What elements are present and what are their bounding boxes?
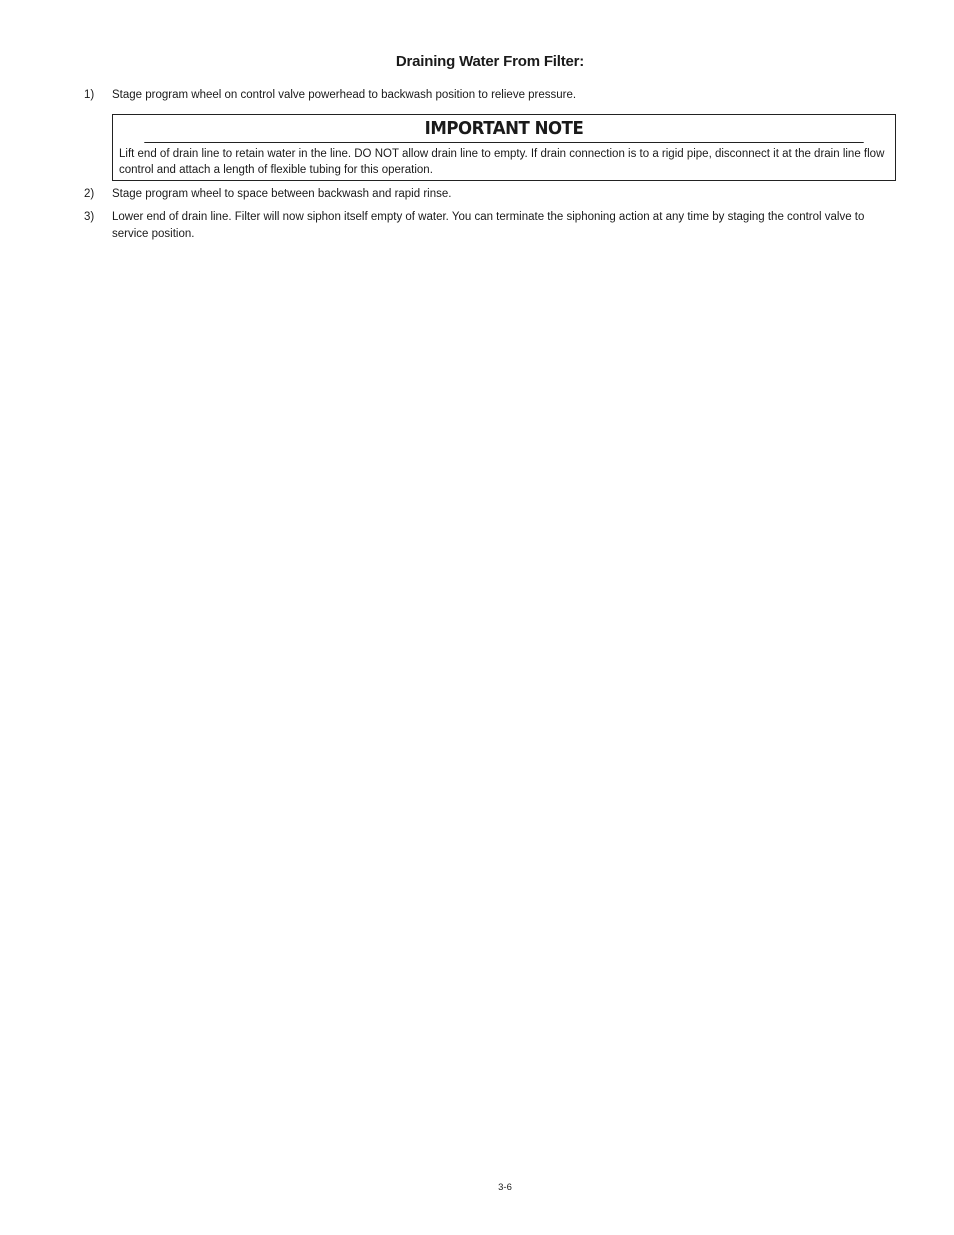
- step-item: [84, 209, 902, 243]
- page-number: 3-6: [498, 1182, 512, 1193]
- note-title: IMPORTANT NOTE: [144, 115, 863, 143]
- step-item: [84, 186, 902, 203]
- step-text: Lower end of drain line. Filter will now siphon itself empty of water. You can terminate the siphoning action at any time by staging the control valve to service position.: [112, 211, 865, 240]
- note-body: Lift end of drain line to retain water in the line. DO NOT allow drain line to empty. If drain connection is to a rigid pipe, disconnect it at the drain line flow control and attach a length of flexible tubing for this operation.: [119, 148, 885, 176]
- step-number: 3): [84, 211, 95, 223]
- step-number: 2): [84, 188, 95, 200]
- step-item: [84, 87, 902, 104]
- step-text: Stage program wheel on control valve powerhead to backwash position to relieve pressure.: [112, 89, 577, 101]
- step-number: 1): [84, 89, 95, 101]
- page-title: Draining Water From Filter:: [395, 53, 585, 70]
- important-note-box: [112, 114, 896, 181]
- step-text: Stage program wheel to space between backwash and rapid rinse.: [112, 188, 452, 200]
